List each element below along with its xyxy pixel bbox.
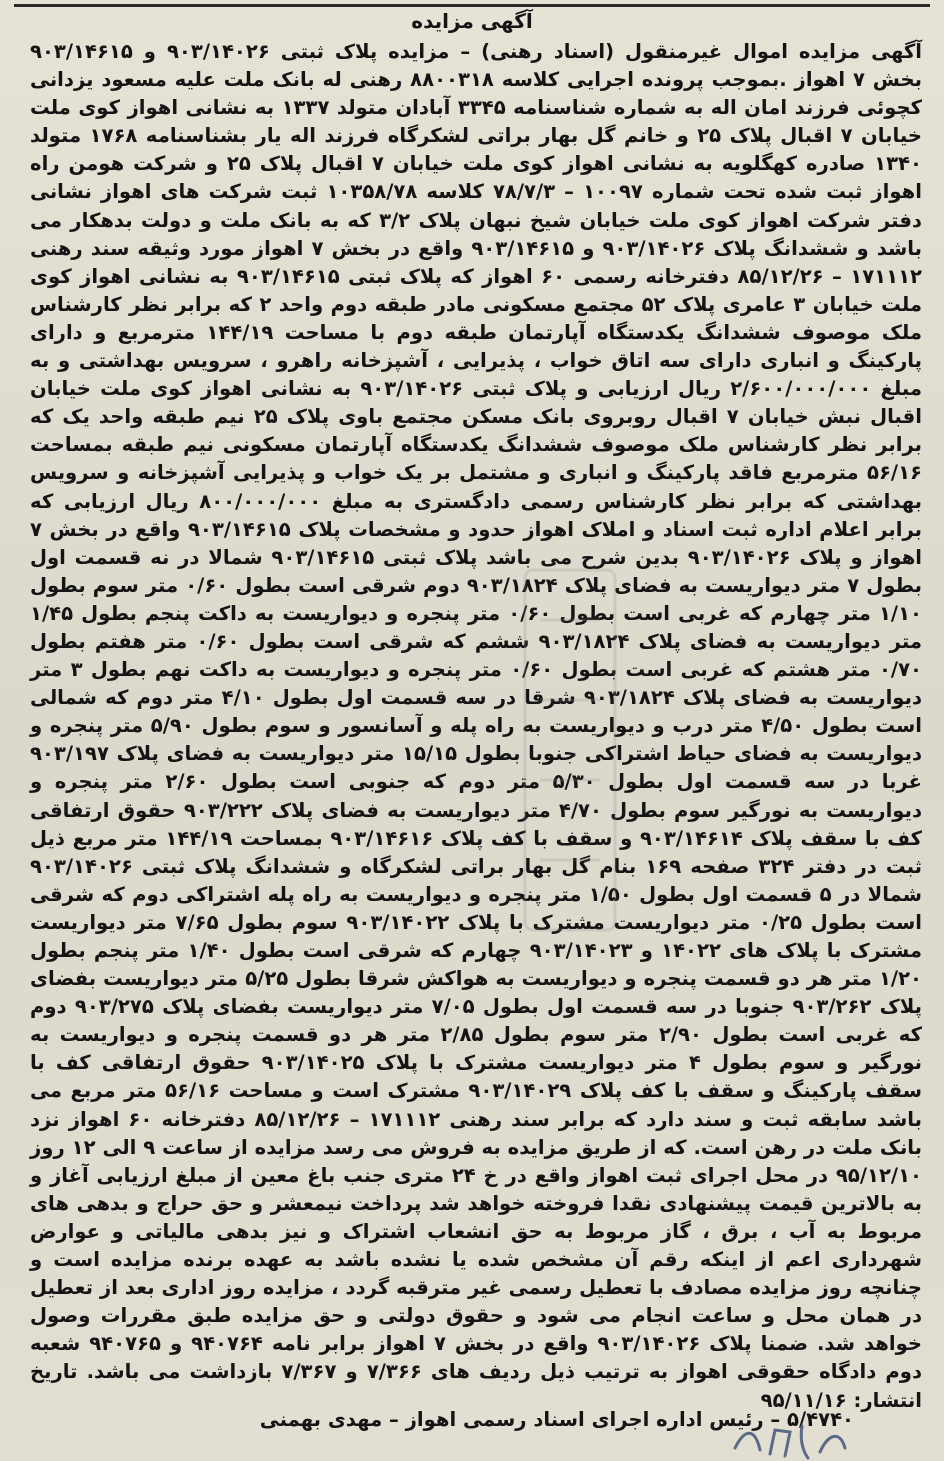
notice-signature: ۵/۴۷۴۰ – رئیس اداره اجرای اسناد رسمی اهواز – مهدی بهمنی (259, 1408, 854, 1431)
pencil-scribble-icon (730, 1418, 850, 1461)
watermark-icon (505, 560, 635, 940)
notice-title: آگهی مزایده (411, 9, 533, 33)
notice-body: آگهی مزایده اموال غیرمنقول (اسناد رهنی) – مزایده پلاک ثبتی ۹۰۳/۱۴۰۲۶ و ۹۰۳/۱۴۶۱۵ بخش ۷ اهواز .بموجب پرونده اجرایی کلاسه ۸۸۰۰۳۱۸ رهنی له بانک ملت علیه مسعود یزدانی کچوئی فرزند امان اله به شماره شناسنامه ۳۳۴۵ آبادان متولد ۱۳۳۷ به نشانی اهواز کوی ملت خیابان ۷ اقبال پلاک ۲۵ و خانم گل بهار براتی لشکرگاه فرزند اله یار بشناسنامه ۱۷۶۸ متولد ۱۳۴۰ صادره کهگلویه به نشانی اهواز کوی ملت خیابان ۷ اقبال پلاک ۲۵ و شرکت هومن راه اهواز ثبت شده تحت شماره ۱۰۰۹۷ – ۷۸/۷/۳ کلاسه ۱۰۳۵۸/۷۸ ثبت شرکت های اهواز نشانی دفتر شرکت اهواز کوی ملت خیابان شیخ نبهان پلاک ۳/۲ که به بانک ملت و دولت بدهکار می باشد و ششدانگ پلاک ۹۰۳/۱۴۰۲۶ و ۹۰۳/۱۴۶۱۵ واقع در بخش ۷ اهواز مورد وثیقه سند رهنی ۱۷۱۱۱۲ – ۸۵/۱۲/۲۶ دفترخانه رسمی ۶۰ اهواز که پلاک ثبتی ۹۰۳/۱۴۶۱۵ به نشانی اهواز کوی ملت خیابان ۳ عامری پلاک ۵۲ مجتمع مسکونی مادر طبقه دوم واحد ۲ که برابر نظر کارشناس ملک موصوف ششدانگ یکدستگاه آپارتمان طبقه دوم با مساحت ۱۴۴/۱۹ مترمربع و دارای پارکینگ و انباری دارای سه اتاق خواب ، پذیرایی ، آشپزخانه راهرو ، سرویس بهداشتی و به مبلغ ۲/۶۰۰/۰۰۰/۰۰۰ ریال ارزیابی و پلاک ثبتی ۹۰۳/۱۴۰۲۶ به نشانی اهواز کوی ملت خیابان اقبال نبش خیابان ۷ اقبال روبروی بانک مسکن مجتمع باوی پلاک ۲۵ نیم طبقه واحد یک که برابر نظر کارشناس ملک موصوف ششدانگ یکدستگاه آپارتمان مسکونی نیم طبقه بمساحت ۵۶/۱۶ مترمربع فاقد پارکینگ و انباری و مشتمل بر یک خواب و پذیرایی آشپزخانه و سرویس بهداشتی که برابر نظر کارشناس رسمی دادگستری به مبلغ ۸۰۰/۰۰۰/۰۰۰ ریال ارزیابی که برابر اعلام اداره ثبت اسناد و املاک اهواز حدود و مشخصات پلاک ۹۰۳/۱۴۶۱۵ واقع در بخش ۷ اهواز و پلاک ۹۰۳/۱۴۰۲۶ بدین شرح می باشد پلاک ثبتی ۹۰۳/۱۴۶۱۵ شمالا در نه قسمت اول بطول ۷ متر دیواریست به فضای پلاک ۹۰۳/۱۸۲۴ دوم شرقی است بطول ۰/۶۰ متر سوم بطول ۱/۱۰ متر چهارم که غربی است بطول ۰/۶۰ متر پنجره و دیواریست به داکت پنجم بطول ۱/۴۵ متر دیواریست به فضای پلاک ۹۰۳/۱۸۲۴ ششم که شرقی است بطول ۰/۶۰ متر هفتم بطول ۰/۷۰ متر هشتم که غربی است بطول ۰/۶۰ متر پنجره و دیواریست به داکت نهم بطول ۳ متر دیواریست به فضای پلاک ۹۰۳/۱۸۲۴ شرقا در سه قسمت اول بطول ۴/۱۰ متر دوم که شمالی است بطول ۴/۵۰ متر درب و دیواریست به راه پله و آسانسور و سوم بطول ۵/۹۰ متر پنجره و دیواریست به فضای حیاط اشتراکی جنوبا بطول ۱۵/۱۵ متر دیواریست به فضای پلاک ۹۰۳/۱۹۷ غربا در سه قسمت اول بطول ۵/۳۰ متر دوم که جنوبی است بطول ۲/۶۰ متر پنجره و دیواریست به نورگیر سوم بطول ۴/۷۰ متر دیواریست به فضای پلاک ۹۰۳/۲۲۲ حقوق ارتفاقی کف با سقف پلاک ۹۰۳/۱۴۶۱۴ و سقف با کف پلاک ۹۰۳/۱۴۶۱۶ بمساحت ۱۴۴/۱۹ متر مربع ذیل ثبت در دفتر ۳۲۴ صفحه ۱۶۹ بنام گل بهار براتی لشکرگاه و ششدانگ پلاک ثبتی ۹۰۳/۱۴۰۲۶ شمالا در ۵ قسمت اول بطول ۱/۵۰ متر پنجره و دیواریست به راه پله اشتراکی دوم که شرقی است بطول ۰/۲۵ متر دیواریست مشترک با پلاک ۹۰۳/۱۴۰۲۲ سوم بطول ۷/۶۵ متر دیواریست مشترک با پلاک های ۱۴۰۲۲ و ۹۰۳/۱۴۰۲۳ چهارم که شرقی است بطول ۱/۴۰ متر پنجم بطول ۱/۲۰ متر هر دو قسمت پنجره و دیواریست به هواکش شرقا بطول ۵/۲۵ متر دیواریست بفضای پلاک ۹۰۳/۲۶۲ جنوبا در سه قسمت اول بطول ۷/۰۵ متر دیواریست بفضای پلاک ۹۰۳/۲۷۵ دوم که غربی است بطول ۲/۹۰ متر سوم بطول ۲/۸۵ متر هر دو قسمت پنجره و دیواریست به نورگیر و سوم بطول ۴ متر دیواریست مشترک با پلاک ۹۰۳/۱۴۰۲۵ حقوق ارتفاقی کف با سقف پارکینگ و سقف با کف پلاک ۹۰۳/۱۴۰۲۹ مشترک است و مساحت ۵۶/۱۶ متر مربع می باشد سابقه ثبت و سند دارد که برابر سند رهنی ۱۷۱۱۱۲ – ۸۵/۱۲/۲۶ دفترخانه ۶۰ اهواز نزد بانک ملت در رهن است. که از طریق مزایده به فروش می رسد مزایده از ساعت ۹ الی ۱۲ روز ۹۵/۱۲/۱۰ در محل اجرای ثبت اهواز واقع در خ ۲۴ متری جنب باغ معین از مبلغ ارزیابی آغاز و به بالاترین قیمت پیشنهادی نقدا فروخته خواهد شد پرداخت نیمعشر و حق حراج و بدهی های مربوط به آب ، برق ، گاز مربوط به حق انشعاب اشتراک و نیز بدهی مالیاتی و عوارض شهرداری اعم از اینکه رقم آن مشخص شده یا نشده باشد به عهده برنده مزایده است و چنانچه روز مزایده مصادف با تعطیل رسمی غیر مترقبه گردد ، مزایده روز اداری بعد از تعطیل در همان محل و ساعت انجام می شود و حقوق دولتی و حق مزایده طبق مقررات وصول خواهد شد. ضمنا پلاک ۹۰۳/۱۴۰۲۶ واقع در بخش ۷ اهواز برابر نامه ۹۴۰۷۶۴ و ۹۴۰۷۶۵ شعبه دوم دادگاه حقوقی اهواز به ترتیب ذیل ردیف های ۷/۳۶۶ و ۷/۳۶۷ بازداشت می باشد. تاریخ انتشار: ۹۵/۱۱/۱۶ (30, 40, 923, 1412)
